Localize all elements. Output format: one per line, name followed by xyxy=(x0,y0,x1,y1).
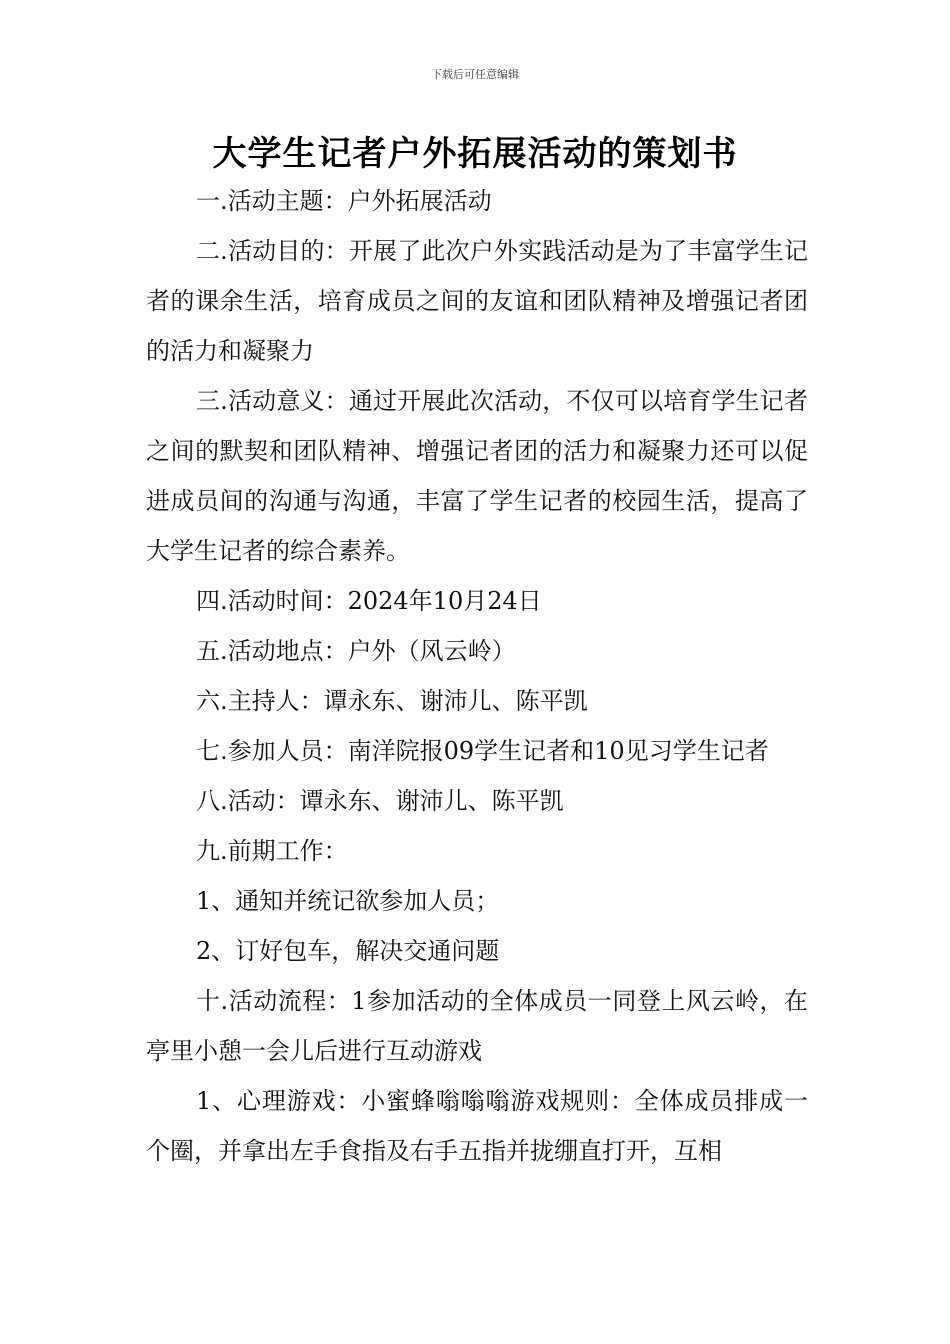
paragraph-host: 六.主持人：谭永东、谢沛儿、陈平凯 xyxy=(196,687,588,715)
paragraph-significance: 三.活动意义：通过开展此次活动，不仅可以培育学生记者之间的默契和团队精神、增强记者团的活力和凝聚力还可以促进成员间的沟通与沟通，丰富了学生记者的校园生活，提高了大学生记者的综合素养。 xyxy=(146,387,808,565)
paragraph-participants: 七.参加人员：南洋院报09学生记者和10见习学生记者 xyxy=(196,737,769,765)
header-note: 下载后可任意编辑 xyxy=(431,68,519,81)
paragraph-game: 1、心理游戏：小蜜蜂嗡嗡嗡游戏规则：全体成员排成一个圈，并拿出左手食指及右手五指并拢绷直打开，互相 xyxy=(146,1087,808,1165)
paragraph-activity: 八.活动：谭永东、谢沛儿、陈平凯 xyxy=(196,787,564,815)
paragraph-time: 四.活动时间：2024年10月24日 xyxy=(196,587,542,615)
list-item-transport: 2、订好包车，解决交通问题 xyxy=(196,937,500,965)
paragraph-theme: 一.活动主题：户外拓展活动 xyxy=(196,187,492,215)
document-title: 大学生记者户外拓展活动的策划书 xyxy=(212,134,738,174)
list-item-notify: 1、通知并统记欲参加人员； xyxy=(196,887,500,915)
paragraph-process: 十.活动流程：1参加活动的全体成员一同登上风云岭，在亭里小憩一会儿后进行互动游戏 xyxy=(146,987,808,1065)
paragraph-purpose: 二.活动目的：开展了此次户外实践活动是为了丰富学生记者的课余生活，培育成员之间的友谊和团队精神及增强记者团的活力和凝聚力 xyxy=(146,237,808,365)
paragraph-location: 五.活动地点：户外（风云岭） xyxy=(196,637,516,665)
paragraph-preparation: 九.前期工作： xyxy=(196,837,348,865)
document-body xyxy=(146,176,808,1176)
